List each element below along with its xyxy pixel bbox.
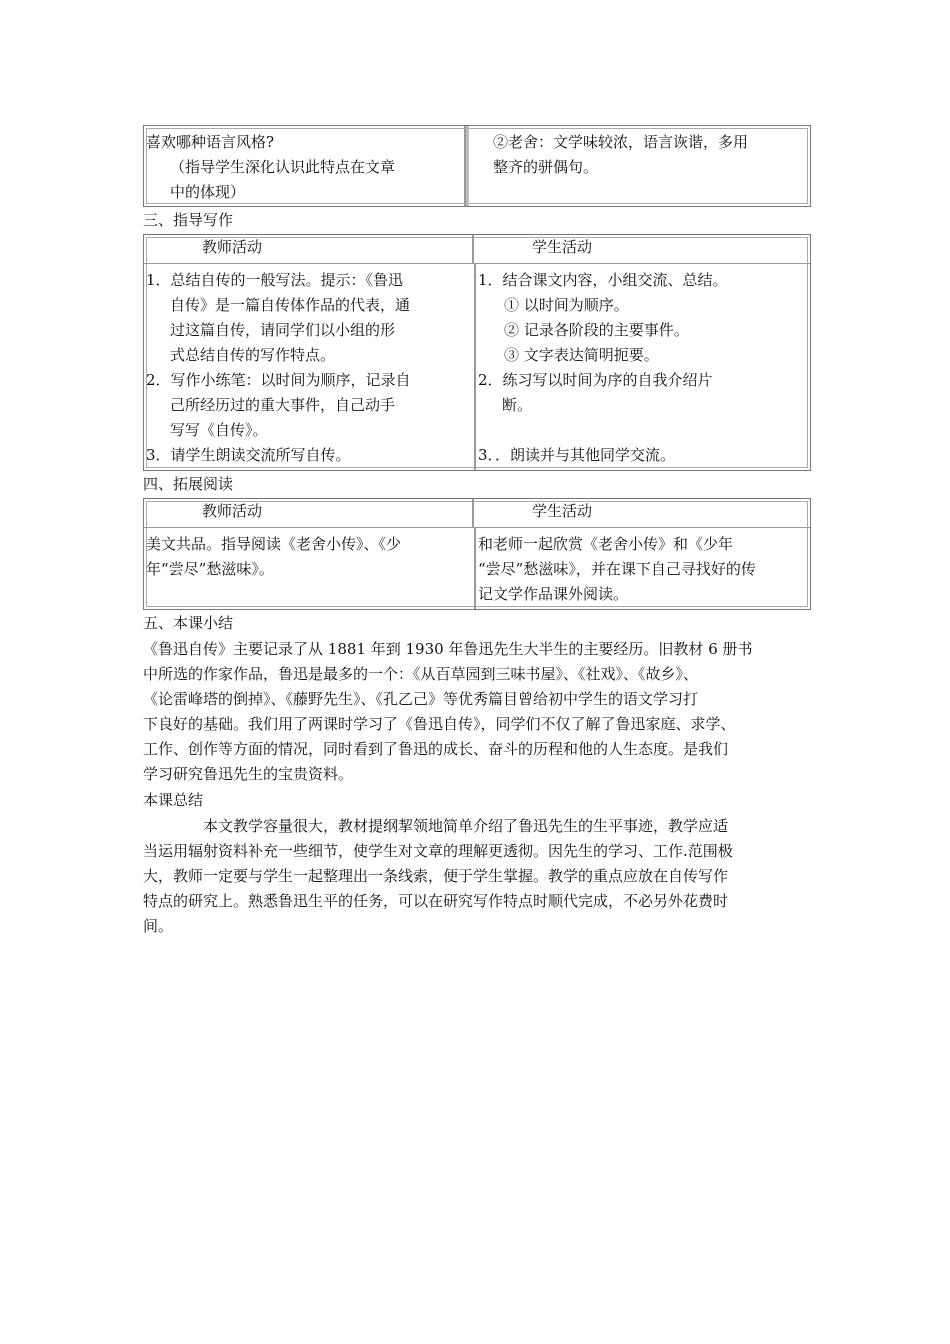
list-item-line: 过这篇自传，请同学们以小组的形 — [170, 321, 396, 339]
table1-right-cell — [466, 126, 750, 206]
writing-guidance-table — [143, 234, 811, 471]
list-item: 3．．朗读并与其他同学交流。 — [478, 446, 676, 464]
cell-line: 和老师一起欣赏《老舍小传》和《少年 — [478, 535, 734, 553]
paragraph-line: 本文教学容量很大，教材提纲挈领地简单介绍了鲁迅先生的生平事迹，教学应适 — [203, 817, 729, 835]
list-item-line: 断。 — [502, 396, 533, 414]
document-page — [143, 125, 811, 939]
student-activity-cell — [476, 528, 758, 609]
list-item: 3．请学生朗读交流所写自传。 — [146, 446, 351, 464]
paragraph-line: 《鲁迅自传》主要记录了从 1881 年到 1930 年鲁迅先生大半生的主要经历。旧教材 6 册书 — [143, 640, 753, 658]
list-item: 2．练习写以时间为序的自我介绍片 — [478, 371, 713, 389]
table1-left-line: 喜欢哪种语言风格? — [146, 133, 275, 151]
paragraph-line: 工作、创作等方面的情况，同时看到了鲁迅的成长、奋斗的历程和他的人生态度。是我们 — [143, 740, 729, 758]
cell-line: 美文共品。指导阅读《老舍小传》、《少 — [146, 535, 402, 553]
list-item: 1．结合课文内容，小组交流、总结。 — [478, 271, 728, 289]
table-header-row — [144, 499, 810, 527]
list-item-line: 写写《自传》。 — [170, 421, 268, 439]
table1-left-cell — [144, 126, 466, 206]
section-title: 五、本课小结 — [143, 614, 234, 632]
paragraph-line: 特点的研究上。熟悉鲁迅生平的任务，可以在研究写作特点时顺代完成，不必另外花费时 — [143, 892, 729, 910]
table1-left-line: （指导学生深化认识此特点在文章 — [170, 158, 396, 176]
list-item-line: 自传》是一篇自传体作品的代表，通 — [170, 296, 411, 314]
paragraph-line: 间。 — [143, 917, 174, 935]
spacer — [478, 418, 728, 443]
cell-line: 年“尝尽”愁滋味》。 — [146, 560, 274, 578]
table1-right-line: ②老舍：文学味较浓，语言诙谐，多用 — [493, 133, 749, 151]
paragraph-line: 下良好的基础。我们用了两课时学习了《鲁迅自传》，同学们不仅了解了鲁迅家庭、求学、 — [143, 715, 736, 733]
table-body-row — [144, 527, 810, 609]
sub-item: ② 记录各阶段的主要事件。 — [504, 321, 689, 339]
section-title: 四、拓展阅读 — [143, 475, 234, 493]
list-item-line: 式总结自传的写作特点。 — [170, 346, 336, 364]
paragraph-line: 《论雷峰塔的倒掉》、《藤野先生》、《孔乙己》等优秀篇目曾给初中学生的语文学习打 — [143, 690, 699, 708]
paragraph-line: 当运用辐射资料补充一些细节，使学生对文章的理解更透彻。因先生的学习、工作.范围极 — [143, 842, 733, 860]
paragraph-line: 中所选的作家作品，鲁迅是最多的一个：《从百草园到三味书屋》、《社戏》、《故乡》、 — [143, 665, 699, 683]
teacher-activity-header: 教师活动 — [144, 235, 474, 263]
paragraph-line: 大，教师一定要与学生一起整理出一条线索，便于学生掌握。教学的重点应放在自传写作 — [143, 867, 729, 885]
paragraph-line: 学习研究鲁迅先生的宝贵资料。 — [143, 765, 354, 783]
table1-right-line: 整齐的骈偶句。 — [493, 158, 599, 176]
teacher-activity-cell — [144, 528, 476, 609]
section-title: 三、指导写作 — [143, 211, 234, 229]
list-item: 1．总结自传的一般写法。提示：《鲁迅 — [146, 271, 404, 289]
table-header-row — [144, 235, 810, 263]
cell-line: “尝尽”愁滋味》，并在课下自己寻找好的传 — [478, 560, 756, 578]
summary-title: 本课总结 — [143, 791, 204, 809]
lesson-summary-paragraph — [143, 637, 811, 787]
list-item: 2．写作小练笔：以时间为顺序，记录自 — [146, 371, 411, 389]
cell-line: 记文学作品课外阅读。 — [478, 585, 629, 603]
student-activity-header: 学生活动 — [532, 502, 593, 520]
sub-item: ③ 文字表达简明扼要。 — [504, 346, 659, 364]
list-item-line: 己所经历过的重大事件，自己动手 — [170, 396, 396, 414]
table1-left-line: 中的体现） — [170, 183, 246, 201]
language-style-table — [143, 125, 811, 207]
student-activity-cell — [476, 264, 730, 470]
teacher-activity-header: 教师活动 — [144, 499, 474, 527]
student-activity-header: 学生活动 — [532, 238, 593, 256]
teacher-activity-cell — [144, 264, 476, 470]
extended-reading-table — [143, 498, 811, 610]
table-body-row — [144, 263, 810, 470]
sub-item: ① 以时间为顺序。 — [504, 296, 629, 314]
summary-paragraph — [143, 814, 811, 939]
